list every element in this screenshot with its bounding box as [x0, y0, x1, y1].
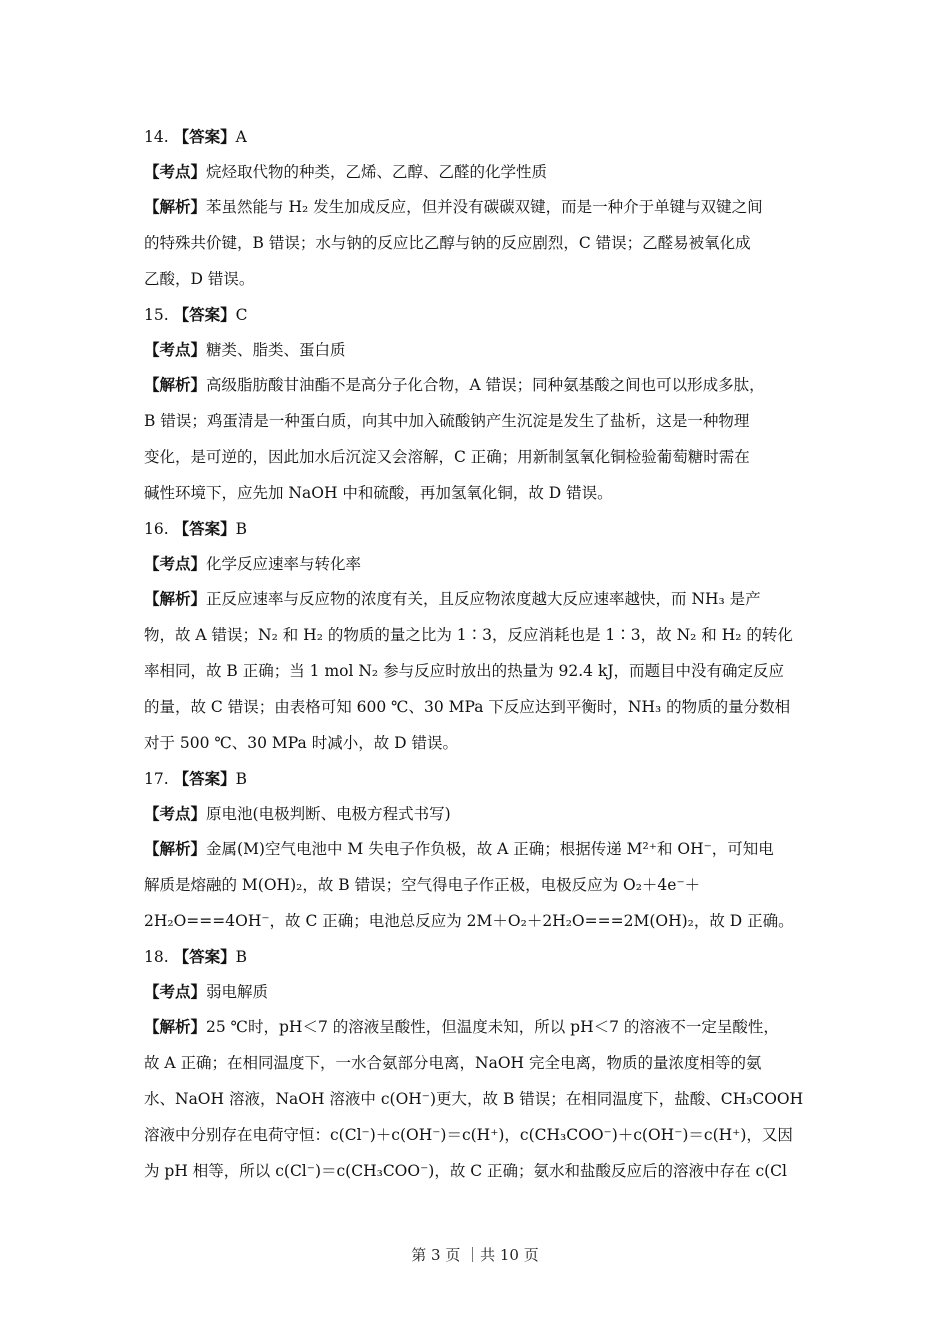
jiexi-line: 故 A 正确；在相同温度下，一水合氨部分电离，NaOH 完全电离，物质的量浓度相等的氨	[144, 1054, 762, 1072]
question-answer: 14. 【答案】A	[144, 127, 247, 146]
kaodian-line: 【考点】化学反应速率与转化率	[144, 554, 362, 573]
question-answer: 16. 【答案】B	[144, 519, 247, 538]
page-footer: 第 3 页 ｜共 10 页	[411, 1246, 539, 1264]
jiexi-line: 解质是熔融的 M(OH)₂，故 B 错误；空气得电子作正极，电极反应为 O₂＋4e⁻＋	[144, 876, 701, 894]
jiexi-line: 率相同，故 B 正确；当 1 mol N₂ 参与反应时放出的热量为 92.4 kJ，而题目中没有确定反应	[144, 662, 785, 680]
jiexi-line: 【解析】25 ℃时，pH＜7 的溶液呈酸性，但温度未知，所以 pH＜7 的溶液不一定呈酸性，	[144, 1017, 779, 1036]
question-answer: 17. 【答案】B	[144, 769, 247, 788]
jiexi-line: 乙酸，D 错误。	[144, 270, 255, 288]
jiexi-line: 【解析】正反应速率与反应物的浓度有关，且反应物浓度越大反应速率越快，而 NH₃ 是产	[144, 589, 761, 608]
jiexi-line: 碱性环境下，应先加 NaOH 中和硫酸，再加氢氧化铜，故 D 错误。	[144, 484, 613, 502]
kaodian-line: 【考点】弱电解质	[144, 982, 269, 1001]
jiexi-line: 变化，是可逆的，因此加水后沉淀又会溶解，C 正确；用新制氢氧化铜检验葡萄糖时需在	[144, 448, 750, 466]
jiexi-line: 物，故 A 错误；N₂ 和 H₂ 的物质的量之比为 1∶3，反应消耗也是 1∶3，故 N₂ 和 H₂ 的转化	[144, 626, 793, 644]
question-answer: 15. 【答案】C	[144, 305, 248, 324]
jiexi-line: 【解析】金属(M)空气电池中 M 失电子作负极，故 A 正确；根据传递 M²⁺和 OH⁻，可知电	[144, 839, 774, 858]
kaodian-line: 【考点】糖类、脂类、蛋白质	[144, 340, 346, 359]
jiexi-line: 【解析】高级脂肪酸甘油酯不是高分子化合物，A 错误；同种氨基酸之间也可以形成多肽，	[144, 375, 765, 394]
kaodian-line: 【考点】烷烃取代物的种类，乙烯、乙醇、乙醛的化学性质	[144, 162, 548, 181]
answer-content	[144, 120, 808, 1197]
question-answer: 18. 【答案】B	[144, 947, 247, 966]
jiexi-line: 2H₂O===4OH⁻，故 C 正确；电池总反应为 2M＋O₂＋2H₂O===2M(OH)₂，故 D 正确。	[144, 912, 794, 930]
jiexi-line: 的特殊共价键，B 错误；水与钠的反应比乙醇与钠的反应剧烈，C 错误；乙醛易被氧化成	[144, 234, 751, 252]
kaodian-line: 【考点】原电池(电极判断、电极方程式书写)	[144, 804, 451, 823]
jiexi-line: B 错误；鸡蛋清是一种蛋白质，向其中加入硫酸钠产生沉淀是发生了盐析，这是一种物理	[144, 412, 750, 430]
jiexi-line: 溶液中分别存在电荷守恒：c(Cl⁻)＋c(OH⁻)＝c(H⁺)，c(CH₃COO⁻)＋c(OH⁻)＝c(H⁺)，又因	[144, 1126, 793, 1144]
jiexi-line: 的量，故 C 错误；由表格可知 600 ℃、30 MPa 下反应达到平衡时，NH₃ 的物质的量分数相	[144, 698, 791, 716]
jiexi-line: 水、NaOH 溶液，NaOH 溶液中 c(OH⁻)更大，故 B 错误；在相同温度下，盐酸、CH₃COOH	[144, 1090, 804, 1108]
jiexi-line: 为 pH 相等，所以 c(Cl⁻)＝c(CH₃COO⁻)，故 C 正确；氨水和盐酸反应后的溶液中存在 c(Cl	[144, 1162, 788, 1180]
jiexi-line: 【解析】苯虽然能与 H₂ 发生加成反应，但并没有碳碳双键，而是一种介于单键与双键之间	[144, 197, 763, 216]
jiexi-line: 对于 500 ℃、30 MPa 时减小，故 D 错误。	[144, 734, 458, 752]
